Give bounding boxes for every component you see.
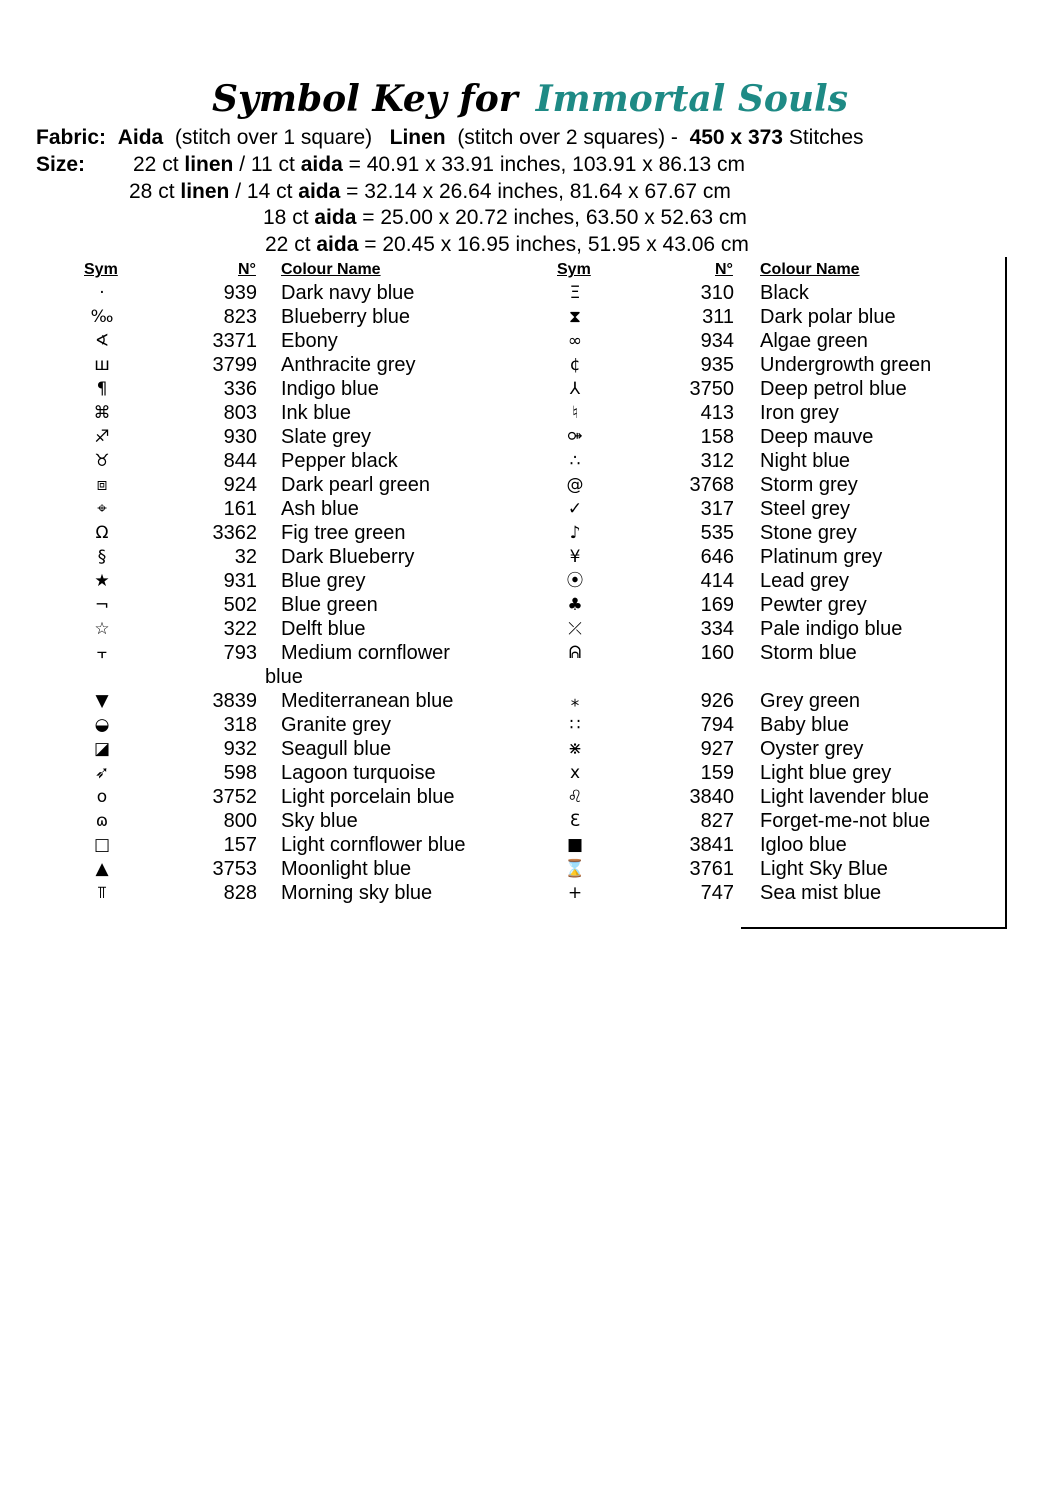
row-symbol: ➶ — [94, 763, 110, 783]
row-symbol: ∞ — [567, 331, 583, 351]
table-row — [0, 833, 1060, 857]
fabric-line — [36, 125, 864, 151]
row-symbol: ¢ — [569, 355, 581, 375]
row-colour-name: Forget-me-not blue — [760, 810, 931, 832]
row-symbol: § — [97, 547, 107, 567]
row-number: 334 — [700, 618, 734, 640]
row-symbol: o — [96, 787, 108, 807]
row-symbol: ☆ — [94, 619, 110, 639]
row-symbol: ⧈ — [96, 475, 108, 495]
row-symbol: ⅄ — [569, 379, 581, 399]
table-row — [0, 689, 1060, 713]
row-symbol: ▲ — [95, 859, 109, 879]
row-symbol: ⋇ — [567, 739, 583, 759]
row-number: 336 — [223, 378, 257, 400]
row-number: 844 — [223, 450, 257, 472]
row-number: 311 — [702, 306, 734, 328]
row-symbol: ♐ — [94, 427, 110, 447]
table-row — [0, 545, 1060, 569]
row-symbol: ⫟ — [96, 643, 108, 663]
table-right-border — [1005, 257, 1007, 929]
row-number: 803 — [223, 402, 257, 424]
row-number: 828 — [223, 882, 257, 904]
table-row — [0, 593, 1060, 617]
table-row — [0, 785, 1060, 809]
table-row — [0, 881, 1060, 905]
table-row — [0, 713, 1060, 737]
row-symbol: ■ — [566, 835, 584, 855]
table-row — [0, 473, 1060, 497]
row-symbol: ◒ — [94, 715, 110, 735]
row-number: 3753 — [212, 858, 257, 880]
row-symbol: ⦿ — [566, 571, 584, 591]
row-colour-name: Light lavender blue — [760, 786, 930, 808]
row-symbol: ‰ — [90, 307, 114, 327]
row-colour-name-continued: blue — [265, 666, 303, 688]
row-colour-name: Ash blue — [281, 498, 359, 520]
table-row — [0, 401, 1060, 425]
row-colour-name: Stone grey — [760, 522, 857, 544]
row-symbol: ⌛ — [564, 859, 586, 879]
row-colour-name: Pale indigo blue — [760, 618, 903, 640]
row-number: 414 — [700, 570, 734, 592]
fabric-linen-note: (stitch over 2 squares) - — [457, 126, 678, 149]
row-number: 3768 — [689, 474, 734, 496]
row-symbol: ⌖ — [97, 499, 107, 519]
row-colour-name: Ink blue — [281, 402, 352, 424]
row-symbol: ♪ — [569, 523, 581, 543]
row-colour-name: Platinum grey — [760, 546, 883, 568]
row-number: 312 — [700, 450, 734, 472]
table-row — [0, 569, 1060, 593]
row-symbol: ¥ — [569, 547, 581, 567]
table-row — [0, 761, 1060, 785]
row-colour-name: Light Sky Blue — [760, 858, 888, 880]
row-colour-name: Pewter grey — [760, 594, 867, 616]
size-line-3: 18 ct aida = 25.00 x 20.72 inches, 63.50 x 52.63 cm — [263, 206, 747, 229]
row-number: 502 — [223, 594, 257, 616]
row-colour-name: Deep mauve — [760, 426, 874, 448]
table-row — [0, 857, 1060, 881]
row-number: 32 — [234, 546, 257, 568]
row-colour-name: Algae green — [760, 330, 868, 352]
row-number: 413 — [700, 402, 734, 424]
row-number: 927 — [700, 738, 734, 760]
table-row — [0, 449, 1060, 473]
row-colour-name: Slate grey — [281, 426, 372, 448]
row-colour-name: Ebony — [281, 330, 338, 352]
row-colour-name: Blueberry blue — [281, 306, 410, 328]
row-number: 157 — [223, 834, 257, 856]
row-symbol: ⤫ — [568, 619, 582, 639]
row-colour-name: Steel grey — [760, 498, 851, 520]
row-symbol: ♉ — [94, 451, 110, 471]
row-number: 3761 — [689, 858, 734, 880]
row-colour-name: Baby blue — [760, 714, 849, 736]
row-colour-name: Light blue grey — [760, 762, 892, 784]
size-line-1: 22 ct linen / 11 ct aida = 40.91 x 33.91 inches, 103.91 x 86.13 cm — [133, 153, 745, 176]
row-colour-name: Blue green — [281, 594, 378, 616]
row-number: 934 — [700, 330, 734, 352]
row-colour-name: Light porcelain blue — [281, 786, 455, 808]
row-number: 3362 — [212, 522, 257, 544]
header-name-left: Colour Name — [281, 261, 381, 278]
row-colour-name: Light cornflower blue — [281, 834, 466, 856]
row-colour-name: Iron grey — [760, 402, 839, 424]
row-symbol: □ — [93, 835, 111, 855]
row-colour-name: Sea mist blue — [760, 882, 882, 904]
table-row — [0, 377, 1060, 401]
row-number: 169 — [700, 594, 734, 616]
row-number: 3750 — [689, 378, 734, 400]
row-colour-name: Dark navy blue — [281, 282, 415, 304]
row-symbol: ⚩ — [567, 427, 583, 447]
row-symbol: Ɛ — [569, 811, 581, 831]
row-colour-name: Seagull blue — [281, 738, 392, 760]
row-symbol: Ω — [95, 523, 109, 543]
row-number: 793 — [223, 642, 257, 664]
row-symbol: ∷ — [569, 715, 581, 735]
row-colour-name: Storm grey — [760, 474, 858, 496]
row-colour-name: Igloo blue — [760, 834, 847, 856]
table-row — [0, 281, 1060, 305]
table-row — [0, 497, 1060, 521]
row-symbol: ⁎ — [570, 691, 580, 711]
row-number: 935 — [700, 354, 734, 376]
row-symbol: ш — [94, 355, 110, 375]
size-line-4: 22 ct aida = 20.45 x 16.95 inches, 51.95 x 43.06 cm — [265, 233, 749, 256]
row-colour-name: Indigo blue — [281, 378, 379, 400]
row-colour-name: Grey green — [760, 690, 861, 712]
row-number: 598 — [223, 762, 257, 784]
row-colour-name: Lead grey — [760, 570, 849, 592]
pattern-name: Immortal Souls — [535, 78, 848, 120]
row-number: 930 — [223, 426, 257, 448]
row-colour-name: Dark polar blue — [760, 306, 896, 328]
row-colour-name: Moonlight blue — [281, 858, 412, 880]
row-colour-name: Granite grey — [281, 714, 392, 736]
table-row — [0, 809, 1060, 833]
row-symbol: ▼ — [95, 691, 109, 711]
row-number: 161 — [223, 498, 257, 520]
row-colour-name: Black — [760, 282, 809, 304]
row-number: 3371 — [212, 330, 257, 352]
row-colour-name: Morning sky blue — [281, 882, 433, 904]
size-label: Size: — [36, 153, 86, 176]
row-symbol: ★ — [94, 571, 110, 591]
row-colour-name: Blue grey — [281, 570, 366, 592]
row-symbol: ⌘ — [93, 403, 111, 423]
row-colour-name: Deep petrol blue — [760, 378, 907, 400]
table-row — [0, 641, 1060, 665]
row-symbol: ¶ — [96, 379, 108, 399]
row-colour-name: Night blue — [760, 450, 851, 472]
row-number: 827 — [700, 810, 734, 832]
table-row — [0, 329, 1060, 353]
table-row — [0, 521, 1060, 545]
row-symbol: ⧗ — [569, 307, 581, 327]
row-number: 3841 — [689, 834, 734, 856]
row-number: 3839 — [212, 690, 257, 712]
row-symbol: @ — [566, 475, 584, 495]
row-colour-name: Dark Blueberry — [281, 546, 415, 568]
row-colour-name: Medium cornflower — [281, 642, 450, 664]
row-number: 931 — [223, 570, 257, 592]
row-symbol: ♮ — [571, 403, 579, 423]
page-title — [0, 78, 1060, 120]
row-number: 317 — [700, 498, 734, 520]
row-symbol: + — [567, 883, 583, 903]
row-number: 794 — [700, 714, 734, 736]
stitches-word: Stitches — [788, 126, 864, 149]
row-colour-name: Lagoon turquoise — [281, 762, 436, 784]
row-number: 3840 — [689, 786, 734, 808]
row-colour-name: Sky blue — [281, 810, 358, 832]
row-colour-name: Undergrowth green — [760, 354, 932, 376]
row-number: 3752 — [212, 786, 257, 808]
row-number: 535 — [700, 522, 734, 544]
fabric-linen: Linen — [389, 126, 446, 149]
table-row — [0, 305, 1060, 329]
row-number: 159 — [700, 762, 734, 784]
fabric-aida-note: (stitch over 1 square) — [174, 126, 373, 149]
row-number: 823 — [223, 306, 257, 328]
row-symbol: x — [569, 763, 581, 783]
header-sym-right: Sym — [557, 261, 591, 278]
row-number: 158 — [700, 426, 734, 448]
row-colour-name: Dark pearl green — [281, 474, 430, 496]
header-sym-left: Sym — [84, 261, 118, 278]
row-number: 926 — [700, 690, 734, 712]
row-number: 932 — [223, 738, 257, 760]
table-row — [0, 617, 1060, 641]
row-colour-name: Oyster grey — [760, 738, 864, 760]
row-number: 160 — [700, 642, 734, 664]
row-symbol: ∢ — [94, 331, 110, 351]
table-bottom-border — [741, 927, 1007, 929]
row-colour-name: Storm blue — [760, 642, 857, 664]
row-number: 747 — [700, 882, 734, 904]
row-symbol: ✓ — [567, 499, 583, 519]
row-colour-name: Mediterranean blue — [281, 690, 454, 712]
row-colour-name: Anthracite grey — [281, 354, 416, 376]
table-row — [0, 353, 1060, 377]
row-symbol: · — [99, 283, 105, 303]
row-colour-name: Pepper black — [281, 450, 398, 472]
fabric-label: Fabric: — [36, 126, 107, 149]
row-symbol: ⫪ — [97, 883, 107, 903]
title-prefix: Symbol Key for — [211, 78, 518, 120]
row-symbol: ◪ — [93, 739, 111, 759]
stitch-count: 450 x 373 — [689, 126, 783, 149]
row-number: 322 — [223, 618, 257, 640]
header-num-right: N° — [715, 261, 733, 278]
row-symbol: ∴ — [569, 451, 581, 471]
row-symbol: ¬ — [94, 595, 110, 615]
header-num-left: N° — [238, 261, 256, 278]
fabric-aida: Aida — [117, 126, 164, 149]
table-row — [0, 425, 1060, 449]
row-number: 939 — [223, 282, 257, 304]
table-row — [0, 737, 1060, 761]
row-colour-name: Delft blue — [281, 618, 366, 640]
row-symbol: ♌ — [567, 787, 583, 807]
size-line-2: 28 ct linen / 14 ct aida = 32.14 x 26.64 inches, 81.64 x 67.67 cm — [129, 180, 731, 203]
row-colour-name: Fig tree green — [281, 522, 406, 544]
row-number: 3799 — [212, 354, 257, 376]
row-number: 318 — [223, 714, 257, 736]
header-name-right: Colour Name — [760, 261, 860, 278]
row-symbol: ᕱ — [568, 643, 582, 663]
row-symbol: ♣ — [567, 595, 583, 615]
row-symbol: Ξ — [569, 283, 581, 303]
row-number: 646 — [700, 546, 734, 568]
row-number: 924 — [223, 474, 257, 496]
row-number: 800 — [223, 810, 257, 832]
row-symbol: ɷ — [95, 811, 109, 831]
row-number: 310 — [700, 282, 734, 304]
